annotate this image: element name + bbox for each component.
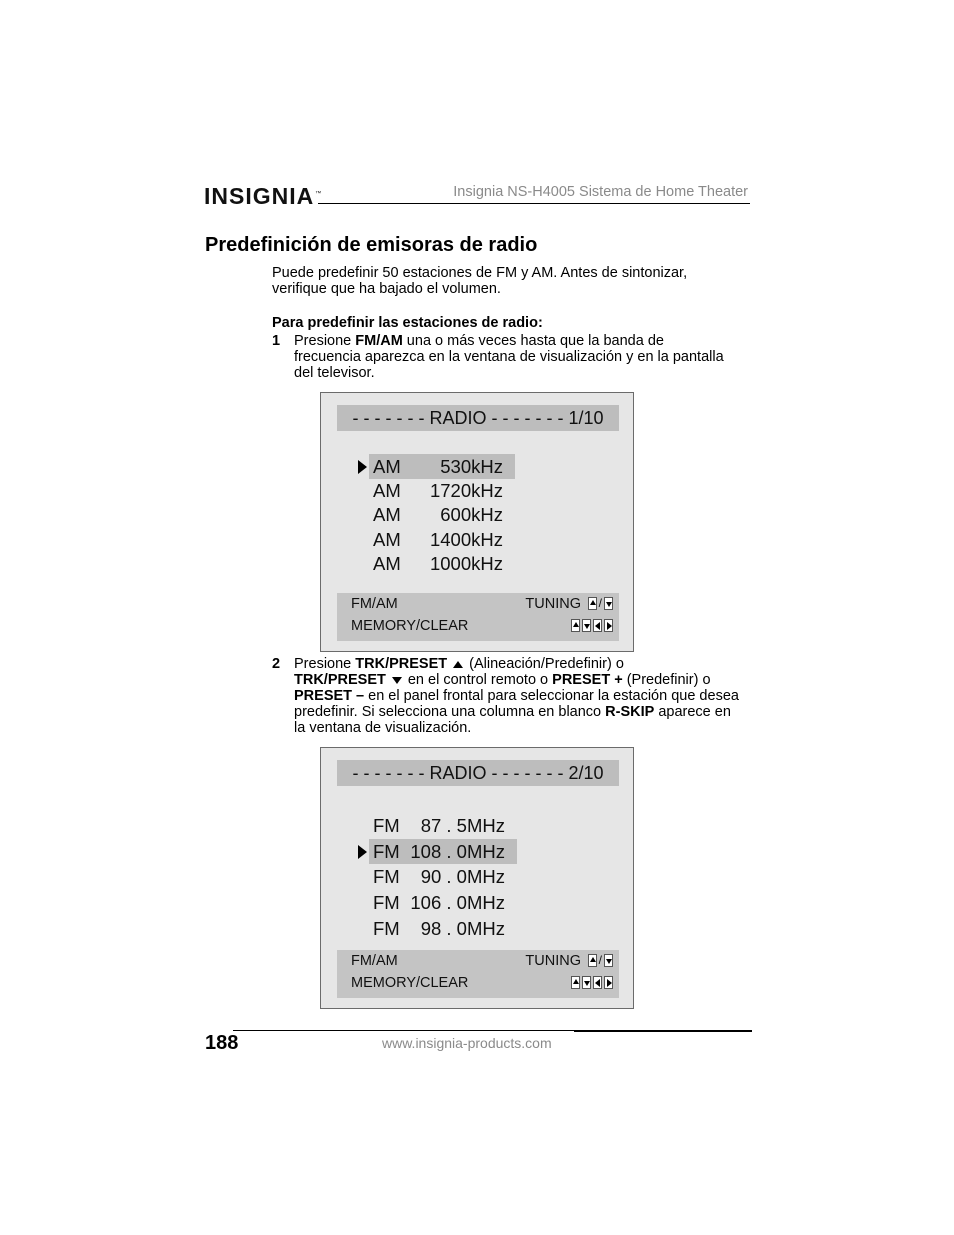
up-arrow-icon	[588, 954, 597, 967]
footer-url: www.insignia-products.com	[382, 1035, 552, 1051]
radio-screen-2	[320, 747, 634, 1009]
up-triangle-icon	[453, 661, 463, 668]
preset-row[interactable]: AM 1400kHz	[373, 529, 503, 550]
preset-row[interactable]: AM 600kHz	[373, 504, 503, 525]
help-bar	[337, 950, 619, 998]
radio-screen-1	[320, 392, 634, 652]
step-2-number: 2	[272, 656, 281, 672]
right-arrow-icon	[604, 619, 613, 632]
help-memory-clear: MEMORY/CLEAR	[351, 618, 469, 634]
help-fm-am: FM/AM	[351, 596, 398, 612]
preset-row[interactable]: FM 90 . 0MHz	[373, 866, 505, 887]
left-arrow-icon	[593, 619, 602, 632]
preset-row[interactable]: AM 530kHz	[369, 454, 515, 479]
preset-row[interactable]: FM 87 . 5MHz	[373, 815, 505, 836]
down-arrow-icon	[604, 597, 613, 610]
selection-pointer-icon	[358, 845, 367, 859]
down-arrow-icon	[582, 619, 591, 632]
slash-separator: /	[598, 596, 602, 610]
memory-keys	[571, 976, 613, 989]
brand-logo: INSIGNIA™	[204, 183, 323, 209]
selection-pointer-icon	[358, 460, 367, 474]
intro-paragraph: Puede predefinir 50 estaciones de FM y AM. Antes de sintonizar, verifique que ha bajado el volumen.	[272, 265, 688, 297]
tuning-keys	[588, 597, 613, 610]
preset-row[interactable]: AM 1720kHz	[373, 480, 503, 501]
screen-title: - - - - - - - RADIO - - - - - - - 2/10	[337, 760, 619, 786]
footer-divider-thick	[574, 1030, 752, 1032]
step-1-text: Presione FM/AM una o más veces hasta que la banda de frecuencia aparezca en la ventana de visualización y en la pantalla del televisor.	[294, 333, 724, 381]
preset-row[interactable]: FM 108 . 0MHz	[369, 839, 517, 864]
down-arrow-icon	[582, 976, 591, 989]
tuning-keys	[588, 954, 613, 967]
procedure-heading: Para predefinir las estaciones de radio:	[272, 315, 543, 331]
section-title: Predefinición de emisoras de radio	[205, 234, 538, 256]
right-arrow-icon	[604, 976, 613, 989]
help-tuning: TUNING	[525, 953, 581, 969]
help-bar	[337, 593, 619, 641]
help-memory-clear: MEMORY/CLEAR	[351, 975, 469, 991]
page-number: 188	[205, 1032, 239, 1054]
left-arrow-icon	[593, 976, 602, 989]
step-1-number: 1	[272, 333, 281, 349]
step-2-text: Presione TRK/PRESET (Alineación/Predefinir) o TRK/PRESET en el control remoto o PRESET + (Predefinir) o PRESET – en el panel frontal para seleccionar la estación que desea predefinir. Si selecciona una columna en blanco R-SKIP aparece en la ventana de visualización.	[294, 656, 739, 736]
header-title: Insignia NS-H4005 Sistema de Home Theater	[453, 184, 748, 200]
help-fm-am: FM/AM	[351, 953, 398, 969]
header-divider	[318, 203, 750, 204]
up-arrow-icon	[571, 976, 580, 989]
slash-separator: /	[598, 953, 602, 967]
up-arrow-icon	[588, 597, 597, 610]
preset-row[interactable]: AM 1000kHz	[373, 553, 503, 574]
preset-row[interactable]: FM 98 . 0MHz	[373, 918, 505, 939]
down-arrow-icon	[604, 954, 613, 967]
down-triangle-icon	[392, 677, 402, 684]
preset-row[interactable]: FM 106 . 0MHz	[373, 892, 505, 913]
screen-title: - - - - - - - RADIO - - - - - - - 1/10	[337, 405, 619, 431]
up-arrow-icon	[571, 619, 580, 632]
memory-keys	[571, 619, 613, 632]
help-tuning: TUNING	[525, 596, 581, 612]
trademark-symbol: ™	[315, 191, 323, 198]
